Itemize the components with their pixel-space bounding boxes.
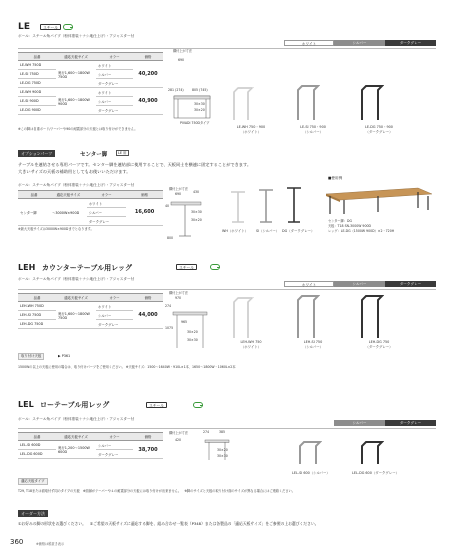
cell-color: シルバー xyxy=(87,208,126,217)
le-spec-table xyxy=(18,52,163,115)
le-material-tag: スチール xyxy=(40,24,61,30)
order-text: ①お好みの脚の形状をお選びください。 ②ご希望の天板サイズに適応する脚を、組み合わせ一覧表（P348）または各製品の「適応天板サイズ」をご参照の上お選びください。 xyxy=(18,521,319,526)
leh-material-tag: スチール xyxy=(176,264,197,270)
cell-code: LE-WH 750D xyxy=(18,61,56,70)
cell-price: 16,600 xyxy=(126,199,163,226)
cell-code: LE-SI 900D xyxy=(18,97,56,106)
leh-color-bar: ホワイト シルバー ダークグレー xyxy=(284,281,436,287)
lel-type-label: 適応天板タイプ xyxy=(18,478,48,485)
leh-spec-table: 品番 適応天板サイズ カラー 価格 LEH-WH 750D 奥行1,600〜1800W 750D ホワイト 44,000 LEH-SI 750D シルバー LEH-DG 750D ダークグレー xyxy=(18,293,163,329)
cell-size: 奥行1,600〜1800W 900D xyxy=(56,88,96,115)
leh-dimension-drawing: 構付上が寸法 970 274 1075 965 30×20 30×30 xyxy=(165,290,215,350)
option-spec-table: 品番 適応天板サイズ カラー 価格 センター脚 〜3000W×900D ホワイト 16,600 シルバー ダークグレー xyxy=(18,190,163,226)
cell-price: 40,900 xyxy=(133,88,163,115)
le-silver-leg-illustration xyxy=(296,84,320,122)
lel-type-note: T29, T18または面取付ず同のタイプの天板 ※面縁がテーパーや４の耐震部分の天板には取り付けが出来ません。 ※脚のサイズと天板の取り付け面のサイズが異なる場合にはご連絡ください。 xyxy=(18,489,295,493)
option-desc-2: 大きいサイズの天板の補助用としてもお使いいただけます。 xyxy=(18,169,131,174)
option-tag: LE 用 xyxy=(118,151,127,155)
lel-title-code: LEL xyxy=(18,400,34,409)
divider xyxy=(18,48,436,49)
cell-color: ダークグレー xyxy=(96,106,133,115)
cell-price: 38,700 xyxy=(133,441,163,459)
color-darkgray: ダークグレー xyxy=(385,40,436,46)
le-color-bar xyxy=(284,40,436,46)
leh-white-leg-illustration xyxy=(232,296,254,340)
leh-silver-leg-illustration xyxy=(296,294,320,340)
table-row: LEL-DG 600D ダークグレー xyxy=(18,450,163,459)
option-note: ※最大天板サイズは3000W×900Dまでとなります。 xyxy=(18,227,94,231)
lel-spec-table: 品番 適応天板サイズ カラー 価格 LEL-SI 600D 奥行1,200〜1500W 600D シルバー 38,700 LEL-DG 600D ダークグレー xyxy=(18,432,163,459)
leh-title-code: LEH xyxy=(18,263,36,272)
le-title: LE xyxy=(18,22,31,32)
example-note: センター脚：DG 天板：T18 SN-3000W 900D レッグ：LE-DG（1500W 900D）×2・720H xyxy=(328,219,395,233)
caption: LE-SI 750・900 （シルバー） xyxy=(300,125,326,134)
cell-size: 〜3000W×900D xyxy=(50,199,87,226)
table-row xyxy=(18,88,163,97)
leh-title: カウンターテーブル用レッグ xyxy=(42,264,133,272)
cell-color: シルバー xyxy=(96,70,133,79)
lel-subtitle: ボール：スチール角パイプ（粉体塗装＋ナシ地仕上げ）・アジャスター付 xyxy=(18,417,135,421)
cell-size: 奥行1,600〜1800W 750D xyxy=(56,61,96,88)
leh-subtitle: ボール：スチール角パイプ（粉体塗装＋ナシ地仕上げ）・アジャスター付 xyxy=(18,277,135,281)
option-dimension-drawing: 構付上が寸法 690 430 40 30×30 30×20 800 xyxy=(165,187,202,240)
cell-code: LE-SI 750D xyxy=(18,70,56,79)
lel-darkgray-leg-illustration xyxy=(360,440,384,466)
cell-color: シルバー xyxy=(96,97,133,106)
caption: LE-DG 750・900 （ダークグレー） xyxy=(365,125,393,134)
caption: SI（シルバー） xyxy=(256,229,280,233)
footer-note: ※価格は税抜き表示 xyxy=(36,542,65,546)
lel-material-tag: スチール xyxy=(146,402,167,408)
caption: LE-WH 750・900 （ホワイト） xyxy=(236,125,266,134)
option-subtitle: ボール：スチール角パイプ（粉体塗装＋ナシ地仕上げ）・アジャスター付 xyxy=(18,183,135,187)
table-row: LEL-SI 600D 奥行1,200〜1500W 600D シルバー 38,700 xyxy=(18,441,163,450)
order-label: オーダー方法 xyxy=(18,510,48,517)
cell-color: ダークグレー xyxy=(96,79,133,88)
table-row: LEH-DG 750D ダークグレー xyxy=(18,320,163,329)
center-leg-white-illustration xyxy=(228,190,248,224)
color-white: ホワイト xyxy=(284,40,334,46)
cell-color: ホワイト xyxy=(87,199,126,208)
leh-mount-ref: ▶ P361 xyxy=(58,354,71,358)
lel-silver-leg-illustration xyxy=(298,440,322,466)
green-mark-icon xyxy=(193,402,203,408)
option-title: センター脚 xyxy=(80,152,108,158)
le-note: ※この脚は自重ボード/テーパーや90の耐震部分の天板とは取り付けができません。 xyxy=(18,127,138,131)
example-table-illustration xyxy=(322,184,434,216)
lel-color-bar: シルバー ダークグレー xyxy=(334,420,436,426)
cell-code: LE-WH 900D xyxy=(18,88,56,97)
col-header: 価格 xyxy=(133,53,163,61)
cell-code: LE-DG 750D xyxy=(18,79,56,88)
col-header: 適応天板サイズ xyxy=(56,53,96,61)
option-parts-label: オプションパーツ xyxy=(18,150,55,157)
cell-code: LE-DG 900D xyxy=(18,106,56,115)
dim-h2: 805 (745) xyxy=(192,88,208,92)
cell-color: ホワイト xyxy=(96,88,133,97)
cell-price: 40,200 xyxy=(133,61,163,88)
leh-mount-note: 1500Wの以上の天板に使用の場合は、取り付けパーツをご使用ください。 ※天板サイズ：1500〜1640W・910L×1本、1650〜1800W・1060L×2本 xyxy=(18,365,236,369)
leh-darkgray-leg-illustration xyxy=(360,294,384,340)
lel-dimension-drawing: 構付上が寸法 420 274 385 30×20 30×30 xyxy=(169,430,228,458)
dim-width: 690 xyxy=(178,58,185,62)
table-row: LEH-SI 750D シルバー xyxy=(18,311,163,320)
le-dimension-drawing: 構付上が寸法 690 281 (274) 805 (745) 30×30 30×20 PIVADI 750Dタイプ xyxy=(168,49,210,125)
table-row xyxy=(18,199,163,208)
le-white-leg-illustration xyxy=(232,86,254,122)
caption: DG（ダークグレー） xyxy=(282,229,315,233)
center-leg-silver-illustration xyxy=(256,188,276,224)
example-label: ■使用例 xyxy=(328,176,343,180)
cell-code: センター脚 xyxy=(18,199,50,226)
green-mark-icon xyxy=(210,264,220,270)
lel-title: ローテーブル用レッグ xyxy=(40,401,110,409)
le-subtitle: ボール：スチール角パイプ（粉体塗装＋ナシ地仕上げ）・アジャスター付 xyxy=(18,34,135,38)
cell-color: ホワイト xyxy=(96,61,133,70)
cell-color: ダークグレー xyxy=(87,217,126,226)
page-number: 360 xyxy=(10,538,24,546)
col-header: カラー xyxy=(96,53,133,61)
le-darkgray-leg-illustration xyxy=(360,84,384,122)
cell-price: 44,000 xyxy=(133,302,163,329)
center-leg-darkgray-illustration xyxy=(284,186,304,224)
table-row xyxy=(18,61,163,70)
green-mark-icon xyxy=(63,24,73,30)
col-header: 品番 xyxy=(18,53,56,61)
color-silver: シルバー xyxy=(334,40,385,46)
leh-mount-label: 取り付け天板 xyxy=(18,353,44,360)
caption: WH（ホワイト） xyxy=(222,229,249,233)
option-desc-1: テーブルを連結させる専用パーツです。センター脚を連結部に使用することで、天板同士を横連に固定することができます。 xyxy=(18,162,252,167)
table-row: LEH-WH 750D 奥行1,600〜1800W 750D ホワイト 44,000 xyxy=(18,302,163,311)
dim-h1: 281 (274) xyxy=(168,88,184,92)
